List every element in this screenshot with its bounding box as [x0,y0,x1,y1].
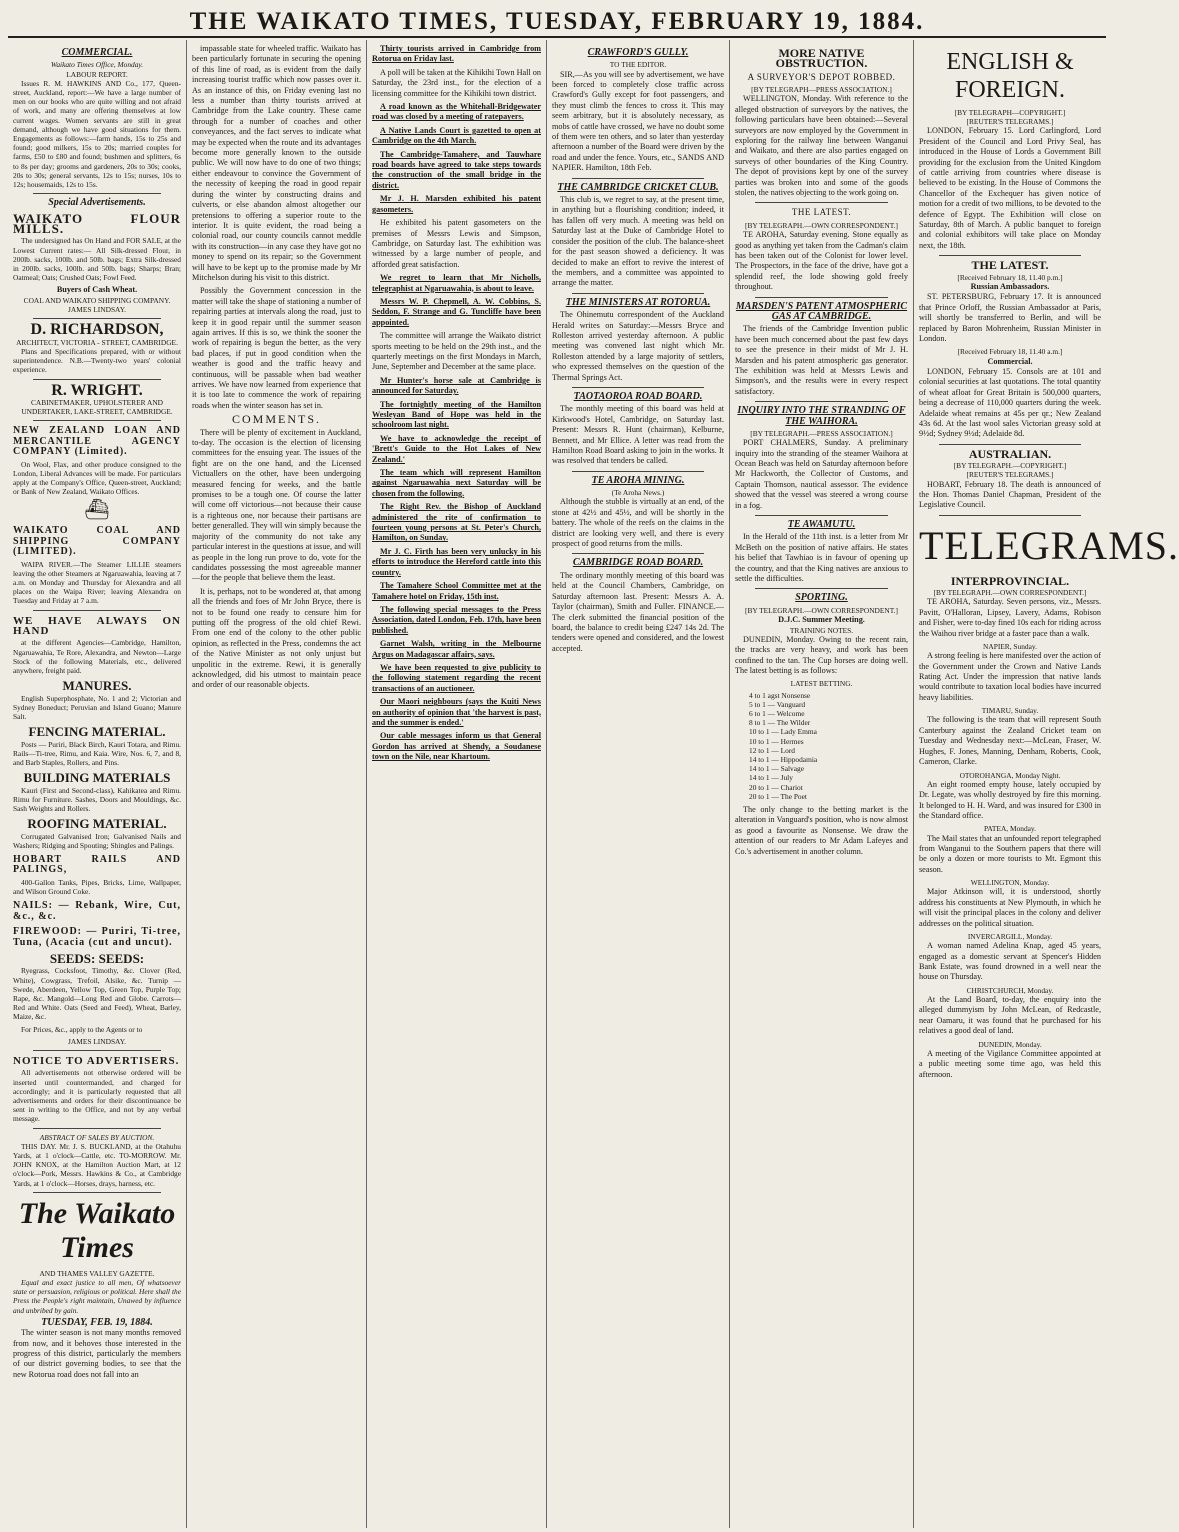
news-item-heading: We have been requested to give publicity to the following statement regarding the recent transactions of an auctioneer. [372,662,541,693]
firewood-heading: FIREWOOD: — Puriri, Ti-tree, Tuna, (Acacia (cut and uncut). [13,926,181,948]
news-item: A poll will be taken at the Kihikihi Town Hall on Saturday, the 23rd inst., for the election of a licensing committee for the Kihikihi town district. [372,67,541,98]
masthead [0,0,1114,40]
abstract-text: THIS DAY. Mr. J. S. BUCKLAND, at the Otahuhu Yards, at 1 o'clock—Cattle, etc. TO-MORROW. Mr. JOHN KNOX, at the Hamilton Auction Mart, at 12 o'clock—Pork, Messrs. Hawkins & Co., at Cambridge Yards, at 1 o'clock—Horses, drays, harness, etc. [13,1141,181,1188]
news-item-heading: A road known as the Whitehall-Bridgewater road was closed by a meeting of ratepayers. [372,102,541,122]
seeds-signature: JAMES LINDSAY. [68,1036,126,1046]
flour-mills-ad-text: The undersigned has On Hand and FOR SALE, at the Lowest Current rates:— All Silk-dressed Flour, in 200lb. sacks, 100lb. and 50lb. bags; Extra Silk-dressed in 200lb. sacks, 100lb. and 50lb. bags; Sharps; Bran; Oatmeal; Oats; Crushed Oats; Fowl Feed. [13,236,181,283]
sporting-telegraph: [BY TELEGRAPH.—OWN CORRESPONDENT.] [744,605,898,615]
news-item-heading: The Cambridge-Tamahere, and Tauwhare road boards have agreed to take steps towards the construction of the small bridge in the district. [372,149,541,190]
native-obstruction-text: WELLINGTON, Monday. With reference to the alleged obstruction of surveyors by the natives, the following particulars have been obtained:—Several surveyors are now employed by the Government in exploring for the railway line between Wanganui and Waikato, and there are also parties engaged on surveys of other boundaries of the King Country. The depot of provisions kept by one of the survey parties was broken into and some of the goods stolen, the natives objecting to the work going on. [735,94,908,198]
betting-line: 8 to 1 — The Wilder [749,718,811,728]
native-obstruction-subheading: A SURVEYOR'S DEPOT ROBBED. [747,71,896,82]
always-on-hand-heading: WE HAVE ALWAYS ON HAND [13,614,181,637]
abstract-heading: ABSTRACT OF SALES BY AUCTION. [39,1132,155,1142]
djc-text: DUNEDIN, Monday. Owing to the recent rain, the tracks are very heavy, and work has been confined to the tan. The Cup horses are doing well. The latest betting is as follows: [735,634,908,675]
news-item-heading: We have to acknowledge the receipt of 'Brett's Guide to the Hot Lakes of New Zealand.' [372,433,541,464]
native-obstruction-telegraph: [BY TELEGRAPH—PRESS ASSOCIATION.] [751,85,892,95]
wright-ad-heading: R. WRIGHT. [51,381,143,399]
russian-ambassadors-heading: Russian Ambassadors. [970,281,1050,291]
patea-dateline: PATEA, Monday. [983,824,1036,834]
manures-text: English Superphosphate, No. 1 and 2; Victorian and Sydney Boneduct; Peruvian and Island Guano; Manure Salt. [13,693,181,722]
fencing-text: Posts — Puriri, Black Birch, Kauri Totara, and Rimu. Rails—Ti-tree, Rimu, and Kaia. Wire, Nos. 6, 7, and 8, and Barb Staples, Rollers, and Pins. [13,739,181,768]
labour-report-heading: LABOUR REPORT. [66,69,128,79]
news-item-heading: Our Maori neighbours (says the Kuiti News on authority of opinion that 'the harvest is past, and the summer is ended.' [372,697,541,727]
latest-telegraph: [BY TELEGRAPH.—OWN CORRESPONDENT.] [744,220,898,230]
marsden-gas-heading: MARSDEN'S PATENT ATMOSPHERIC GAS AT CAMBRIDGE. [735,300,908,322]
hobart-text: 400-Gallon Tanks, Pipes, Bricks, Lime, Wallpaper, and Wilson Ground Coke. [13,877,181,897]
latest-text: TE AROHA, Saturday evening. Stone equally as good as anything yet taken from the Cadman's claim has been taken out of the Colonist for lower level. The Prospectors, in the face of the drive, have got a splendid reef, the lode showing gold freely throughout. [735,230,908,292]
news-item-heading: We regret to learn that Mr Nicholls, telegraphist at Ngaruawahia, is about to leave. [372,273,541,293]
te-aroha-mining-text: Although the stubble is virtually at an end, of the stone at 42½ and 45½, and will be shortly in the battery. The whole of the reefs on the claims in the district are looking very well, and there is every prospect of good returns from the mills. [552,497,724,549]
times-subtitle: AND THAMES VALLEY GAZETTE. [39,1268,155,1278]
divider [33,379,161,380]
reuters-label: [REUTER'S TELEGRAMS.] [966,117,1054,127]
steamer-icon: ⛴ [84,499,110,522]
invercargill-telegram: A woman named Adelina Knap, aged 45 years, engaged as a domestic servant at Spencer's Hidden Bank Estate, was found drowned in a well near the house on Thursday. [919,941,1101,982]
betting-line: 12 to 1 — Lord [749,745,795,755]
divider [755,401,888,402]
cricket-heading: THE CAMBRIDGE CRICKET CLUB. [557,181,719,193]
betting-line: 10 to 1 — Lady Emma [749,727,817,737]
waihora-inquiry-telegraph: [BY TELEGRAPH.—PRESS ASSOCIATION.] [750,429,893,438]
editorial-continued-2: Possibly the Government concession in the matter will take the shape of stationing a number of repairing parties at intervals along the road, just to keep it in good repair until the summer season again arrives. If this is so, we think the sooner the work of repairing is begun the better, as the very bad places, if put in good condition when the weather is good and the traffic heavy and continuous, will be passable when bad weather arrives. We have now learned from experience that it is too late to commence the work of repairing roads when the winter season has set in. [192,286,361,410]
ministers-text: The Ohinemutu correspondent of the Auckland Herald writes on Saturday:—Messrs Bryce and Rolleston arrived yesterday afternoon. A public meeting was convened last night which Mr. Rolleston attended by a large majority of settlers, who expressed themselves on the question of the Thermal Springs Act. [552,310,724,382]
marsden-gas-text: The friends of the Cambridge Invention public have been much concerned about the past few days to see the presence in their midst of Mr J. H. Marsden and his patent atmospheric gas generator. The exhibition was held at Messrs Lewis and Simpson's, and the results were in every respect satisfactory. [735,324,908,396]
christchurch-dateline: CHRISTCHURCH, Monday. [966,985,1054,995]
divider [33,193,161,194]
betting-list [749,691,908,801]
news-item-heading: The team which will represent Hamilton against Ngaruawahia next Saturday will be chosen from the following. [372,468,541,498]
comments-text-2: It is, perhaps, not to be wondered at, that among all the friends and foes of Mr John Bryce, there is not to be found one ready to censure him for putting off the progress of the old chief Rewi. From one end of the colony to the other public opinion, as reflected in the Press, condemns the act of the Native Minister as not only unjust but unpolitic in the extreme. Rewi, it is generally acknowledged, did his utmost to maintain peace and order of our reasonable objects. [192,586,361,690]
divider [755,202,888,203]
christchurch-telegram: At the Land Board, to-day, the enquiry into the alleged dummyism by John McLean, of Redcastle, near Oamaru, it was found that he purchased for his relatives a good deal of land. [919,995,1101,1036]
waihora-inquiry-text: PORT CHALMERS, Sunday. A preliminary inquiry into the stranding of the steamer Waihora at Ocean Beach was held on Saturday afternoon before Mr Hackworth, the Collector of Customs, and Captain Thomson, nautical assessor. The evidence showed that the vessel was steered a wrong course in a fog. [735,438,908,510]
shipping-ad-text: WAIPA RIVER.—The Steamer LILLIE steamers leaving the other Steamers at Ngaruawahia, leaving at 7 a.m. on Monday and Thursday for Alexandra and all places on the Waipa River; leaving Alexandra on Tuesday and Friday at 7 a.m. [13,559,181,606]
roofing-heading: ROOFING MATERIAL. [27,816,167,832]
betting-line: 6 to 1 — Welcome [749,708,805,718]
divider [755,515,888,516]
divider [939,515,1081,516]
interprovincial-telegraph: [BY TELEGRAPH.—OWN CORRESPONDENT.] [933,588,1087,598]
column-1 [8,40,186,1528]
comments-text: There will be plenty of excitement in Auckland, to-day. The occasion is the election of licensing committees for the ensuing year. The issues of the fight are on the one hand, and the Licensed Victuallers on the other, have been undergoing measured fencing for weeks, and the battle promises to be a tough one. Of course the latter will come off victorious—not because their cause is a righteous one, nor because their partisans are better generalled. They will win simply because the majority of the community do not take any particular interest in the questions at issue, and will as people in the long run prove to do, vote for the candidates possessing the most agreeable manner—for the people that believe them the least. [192,427,362,583]
djc-heading: D.J.C. Summer Meeting. [778,615,865,625]
building-text: Kauri (First and Second-class), Kahikatea and Rimu. Rimu for Furniture. Sashes, Doors and Mouldings, &c. Sash Weights and Rollers. [13,785,181,814]
latest-received: [Received February 18, 11.40 p.m.] [957,272,1063,282]
latest-heading: THE LATEST. [971,258,1049,273]
seeds-heading: SEEDS: SEEDS: [49,950,145,966]
english-foreign-text: LONDON, February 15. Lord Carlingford, Lord President of the Council and Lord Privy Seal, has introduced in the House of Lords a Government Bill providing for the exclusion from the United Kingdom of cattle arriving from countries where disease is believed to be existing. In the House of Commons the Chancellor of the Exchequer has given notice of motion for a credit of two millions, to be devoted to the defence of Egypt. The Exhibition will close on Saturday, 8th of March. A public banquet to foreign and colonial exhibitors will take place on Monday next, the 18th. [919,126,1101,250]
betting-line: 20 to 1 — The Poet [749,791,807,801]
divider [572,293,704,294]
timaru-telegram: The following is the team that will represent South Canterbury against the Zealand Cricket team on Tuesday and Wednesday next:—McLean, Fraser, W. Hughes, F. Jones, Manning, Denham, Roberts, Cook, Cameron, Clarke. [919,715,1101,767]
russian-ambassadors-text: ST. PETERSBURG, February 17. It is announced that Prince Orloff, the Russian Ambassador at Paris, will shortly be transferred to Berlin, and will be replaced by Baron Mohrenheim, Russian Minister in London. [919,292,1101,343]
divider [939,444,1081,445]
telegrams-heading: TELEGRAMS. [919,522,1179,568]
divider [33,1192,161,1193]
napier-dateline: NAPIER, Sunday. [983,642,1037,652]
richardson-ad-subheading: ARCHITECT, VICTORIA - STREET, CAMBRIDGE. [16,337,178,347]
news-item-heading: The fortnightly meeting of the Hamilton Wesleyan Band of Hope was held in the schoolroom last night. [372,399,541,430]
taotaoroa-heading: TAOTAOROA ROAD BOARD. [573,390,703,402]
notice-text: All advertisements not otherwise ordered will be inserted until countermanded, and charged for accordingly; and it is particularly requested that all advertisements and orders for their discontinuance be sent in writing to the Office, and not by any verbal message. [13,1068,181,1124]
divider [755,297,888,298]
always-on-hand-text: at the different Agencies—Cambridge, Hamilton, Ngaruawahia, Te Rore, Alexandra, and Newton—Large Stock of the following Materials, etc., delivered anywhere, freight paid. [13,638,181,676]
commercial-subheading: Waikato Times Office, Monday. [50,60,144,70]
wellington-telegram: Major Atkinson will, it is understood, shortly address his constituents at New Plymouth, in which he will visit the principal places in the colony and deliver addresses on the political situation. [919,887,1101,928]
column-6 [913,40,1179,1528]
news-item-heading: Thirty tourists arrived in Cambridge from Rotorua on Friday last. [372,44,541,64]
news-item: The committee will arrange the Waikato district sports meeting to be held on the 29th inst., and the quarterly meetings on the first Mondays in March, June, September and December at the same place. [372,331,541,372]
divider [33,1128,161,1129]
dunedin-telegram: A meeting of the Vigilance Committee appointed at a public meeting some time ago, was held this afternoon. [919,1048,1101,1079]
betting-line: 20 to 1 — Chariot [749,782,803,792]
taotaoroa-text: The monthly meeting of this board was held at Kirkwood's Hotel, Cambridge, on Saturday last. Present: Messrs R. Hunt (chairman), Kelburne, Bennett, and Mr Ellice. A letter was read from the Hamilton Road Board asking to join in the works. It was resolved that tenders be called. [552,404,724,466]
flour-mills-signature: COAL AND WAIKATO SHIPPING COMPANY. JAMES LINDSAY. [23,295,171,315]
betting-line: 14 to 1 — Salvage [749,764,805,774]
news-item-heading: Messrs W. P. Chepmell, A. W. Cobbins, S. Seddon, F. Strange and G. Tuncliffe have been appointed. [372,296,541,327]
news-item-heading: The Tamahere School Committee met at the Tamahere hotel on Friday, 15th inst. [372,581,541,601]
napier-telegram: A strong feeling is here manifested over the action of the Government under the Crown and Native Lands Rating Act. Under the impression that native lands would contribute to taxation local bodies have incurred heavy liabilities. [919,651,1101,702]
news-item-heading: A Native Lands Court is gazetted to open at Cambridge on the 4th March. [372,125,541,146]
notice-heading: NOTICE TO ADVERTISERS. [13,1054,180,1067]
news-item-heading: Garnet Walsh, writing in the Melbourne Argus on Madagascar affairs, says. [372,639,541,659]
nz-loan-ad-heading: NEW ZEALAND LOAN AND MERCANTILE AGENCY COMPANY (Limited). [13,425,181,458]
building-heading: BUILDING MATERIALS [23,770,171,786]
column-3 [366,40,546,1528]
news-item-heading: Mr Hunter's horse sale at Cambridge is announced for Saturday. [372,375,541,396]
betting-tail-text: The only change to the betting market is the alteration in Vanguard's position, who is now almost as good a favourite as Nonsense. We draw the attention of our readers to Mr Adam Lafeyes and Co.'s advertisement in another column. [735,804,908,856]
betting-line: 4 to 1 agst Nonsense [749,690,811,700]
manures-heading: MANURES. [62,678,132,694]
seeds-apply: For Prices, &c., apply to the Agents or to [21,1024,143,1034]
divider [33,420,161,421]
commercial-received: [Received February 18, 11.40 a.m.] [957,347,1063,357]
cricket-text: This club is, we regret to say, at the present time, in anything but a flourishing condition; indeed, it has fallen off very much. A meeting was held on Saturday last at the Duke of Cambridge Hotel to consider the position of the club. The balance-sheet for the past season showed a deficiency. It was decided to make an effort to revive the interest of the members, and a committee was appointed to arrange the matter. [552,195,724,288]
wellington-dateline: WELLINGTON, Monday. [970,878,1050,888]
newspaper-title: THE WAIKATO TIMES, TUESDAY, FEBRUARY 19, 1884. [189,8,925,35]
column-2 [186,40,366,1528]
richardson-ad-text: Plans and Specifications prepared, with or without superintendence. N.B.—Twenty-two years' colonial experience. [13,346,181,375]
te-aroha-mining-source: (Te Aroha News.) [611,488,665,498]
betting-heading: LATEST BETTING. [790,679,853,689]
otorohanga-dateline: OTOROHANGA, Monday Night. [959,770,1061,780]
editorial-text: The winter season is not many months removed from now, and it behoves those interested in the progress of this district, particularly the members of our district governing bodies, to see that the new Rotorua road does not fall into an [13,1328,181,1379]
road-board-heading: CAMBRIDGE ROAD BOARD. [572,557,704,569]
english-foreign-heading: ENGLISH & FOREIGN. [946,49,1074,103]
editorial-dateline: TUESDAY, FEB. 19, 1884. [41,1316,153,1328]
divider [939,255,1081,256]
australian-telegraph: [BY TELEGRAPH.—COPYRIGHT.] [953,461,1067,471]
column-5 [729,40,913,1528]
flour-mills-ad-heading: WAIKATO FLOUR MILLS. [13,210,181,237]
timaru-dateline: TIMARU, Sunday. [981,706,1039,716]
ministers-heading: THE MINISTERS AT ROTORUA. [565,296,711,308]
roofing-text: Corrugated Galvanised Iron; Galvanised Nails and Washers; Ridging and Spouting; Shingles and Palings. [13,831,181,850]
betting-line: 14 to 1 — July [749,773,793,783]
betting-line: 5 to 1 — Vanguard [749,699,806,709]
waihora-inquiry-heading: INQUIRY INTO THE STRANDING OF THE WAIHORA. [737,405,906,427]
australian-reuters: [REUTER'S TELEGRAMS.] [966,470,1054,480]
divider [755,588,888,589]
news-item-heading: Our cable messages inform us that General Gordon has arrived at Shendy, a Soudanese town on the Nile, near Khartoum. [372,731,541,762]
sporting-heading: SPORTING. [795,592,848,604]
news-item-heading: Mr J. H. Marsden exhibited his patent gasometers. [372,194,541,214]
editorial-continued: impassable state for wheeled traffic. Waikato has been particularly fortunate in securing the opening of this line of road, as is evident from the daily increasing tourist traffic which now passes over it. As an instance of this, on Friday evening last no less a number than thirty tourists arrived at Cambridge from the Lake country. These came through for a number of coaches and other conveyances, and the fact serves to indicate what may be expected when the route and its advantages become more generally known to the outside public. We will now have to do one of two things; either endeavour to convince the Government of the necessity of keeping the road in good repair during the winter by constructing drains and culverts, or else abandon almost altogether our pretensions to offering a superior route to the interior. It is quite evident, the road being a colonial road, our county councils cannot meddle with its construction—in any case they have got no money to spend on its repair; so the Government will have to be kept up to the promise made by Mr Mitchelson during his visit to this district. [192,44,361,282]
commercial-heading: COMMERCIAL. [61,47,133,58]
patea-telegram: The Mail states that an unfounded report telegraphed from Wanganui to the Southern papers that there will be only a dozen or more tourists to Mt. Egmont this season. [919,833,1101,874]
commercial-article: Issues R. M. HAWKINS AND Co., 177, Queen-street, Auckland, report:—We have a large number of men on our books who are quite willing and not afraid of work, and many are offering themselves at low current wages. Women servants are still in great demand, although we have good situations for them. Engagements as follows:—farm hands, 15s to 25s and found; good milkers, 15s to 20s; married couples for farms, £50 to £80 and found; bushmen and splitters, 6s to 8s per day; grooms and gardeners, 20s to 30s; cooks, 20s to 30s; general servants, 12s to 15s; nurses, 10s to 12s; housemaids, 12s to 15s. [13,78,181,190]
australian-text: HOBART, February 18. The death is announced of the Hon. Thomas Daniel Chapman, President of the Legislative Council. [919,479,1101,510]
commercial-cable-heading: Commercial. [987,356,1033,366]
latest-heading: THE LATEST. [791,207,852,218]
commercial-cable-text: LONDON, February 15. Consols are at 101 and colonial securities at last quotations. The total quantity of wheat afloat for Great Britain is 500,000 quarters, being a decrease of 110,000 quarters during the week. Adelaide wheat remains at 45s per qr.; New Zealand 43s 6d. At the last wool sales Victorian greasy sold at 9½d; Sydney 9½d; Adelaide 8d. [919,366,1101,439]
road-board-text: The ordinary monthly meeting of this board was held at the Council Chambers, Cambridge, on Saturday afternoon last. Present: Messrs A. A. Taylor (chairman), Smith and Fuller. FINANCE.—The clerk submitted the financial position of the board, the balance to credit being £247 14s 2d. The tenders were opened and considered, and the lowest accepted. [552,570,724,653]
nails-heading: NAILS: — Rebank, Wire, Cut, &c., &c. [13,900,181,922]
fencing-heading: FENCING MATERIAL. [28,724,166,740]
column-4 [546,40,729,1528]
english-foreign-telegraph: [BY TELEGRAPH—COPYRIGHT.] [954,108,1066,117]
interprovincial-heading: INTERPROVINCIAL. [950,573,1070,588]
news-item-heading: The following special messages to the Press Association, dated London, Feb. 17th, have been published. [372,604,541,635]
djc-subheading: TRAINING NOTES. [789,625,854,635]
news-item-heading: Mr J. C. Firth has been very unlucky in his efforts to introduce the Hereford cattle into this country. [372,546,541,577]
dunedin-dateline: DUNEDIN, Monday. [978,1039,1042,1049]
divider [33,1050,161,1051]
times-nameplate: The Waikato Times [18,1196,176,1264]
crawford-text: SIR,—As you will see by advertisement, we have been forced to completely close traffic across Crawford's Gully except for foot passengers, and they must climb the fences to cross it. This may seem arbitrary, but it is absolutely necessary, as mobs of cattle have crossed, we have no doubt some of them were ten others, and so later than yesterday afternoon a number of the Board were driven by the road and under the fence. Yours, etc., SANDS AND NAPIER. Hamilton, 18th Feb. [552,69,724,173]
nz-loan-ad-text: On Wool, Flax, and other produce consigned to the London, Liberal Advances will be made. For particulars apply at the Company's Office, Queen-street, Auckland; or Bank of New Zealand, Waikato Offices. [13,459,181,497]
divider [572,471,704,472]
divider [572,553,704,554]
native-obstruction-heading: MORE NATIVE OBSTRUCTION. [775,46,868,71]
divider [572,387,704,388]
te-aroha-telegram: TE AROHA, Saturday. Seven persons, viz., Messrs. Pavitt, O'Halloran, Lipsey, Lavery, Adams, Robison and Fisher, were to-day fined 10s each for riding across the Waihou river bridge at a faster pace than a walk. [919,597,1102,638]
comments-heading: COMMENTS. [231,412,321,427]
crawford-heading: CRAWFORD'S GULLY. [587,47,689,58]
betting-line: 14 to 1 — Hippodamia [749,754,818,764]
te-awamutu-text: In the Herald of the 11th inst. is a letter from Mr McBeth on the position of native affairs. He states his belief that Tawhiao is in favour of opening up the country, and that the King natives are anxious to settle the difficulties. [735,532,908,584]
hobart-heading: HOBART RAILS AND PALINGS, [13,854,181,876]
divider [572,178,704,179]
special-ads-heading: Special Advertisements. [48,197,146,209]
seeds-text: Ryegrass, Cocksfoot, Timothy, &c. Clover (Red, White), Cowgrass, Trefoil, Alsike, &c. Turnip — Swede, Aberdeen, Yellow Top, Green Top, Purple Top; Rape, &c. Mangold—Long Red and Globe. Carrots—Red and White. Oats (Seed and Feed), Wheat, Barley, Maize, &c. [13,966,181,1022]
news-item-heading: The Right Rev. the Bishop of Auckland administered the rite of confirmation to fourteen young persons at St. Peter's Church, Hamilton, on Sunday. [372,502,541,543]
te-awamutu-heading: TE AWAMUTU. [787,519,856,531]
masthead-rule [8,36,1106,38]
richardson-ad-heading: D. RICHARDSON, [30,321,164,339]
divider [33,610,161,611]
otorohanga-telegram: An eight roomed empty house, lately occupied by Dr. Legate, was wholly destroyed by fire this morning. It belonged to H. H. Ward, and was insured for £300 in the Standard office. [919,779,1101,820]
shipping-ad-heading: WAIKATO COAL AND SHIPPING COMPANY (LIMITED). [13,525,181,558]
flour-mills-buyers: Buyers of Cash Wheat. [56,285,138,295]
invercargill-dateline: INVERCARGILL, Monday. [967,932,1053,941]
wright-ad-subheading: CABINETMAKER, UPHOLSTERER AND UNDERTAKER, LAKE-STREET, CAMBRIDGE. [21,397,173,417]
australian-heading: AUSTRALIAN. [968,446,1052,461]
divider [33,318,161,319]
times-motto: Equal and exact justice to all men, Of whatsoever state or persuasion, religious or political. Here shall the Press the People's right maintain, Unawed by influence and unbribed by gain. [13,1278,181,1315]
te-aroha-mining-heading: TE AROHA MINING. [591,474,685,486]
crawford-subheading: TO THE EDITOR. [609,60,667,70]
news-item: He exhibited his patent gasometers on the premises of Messrs Lewis and Simpson, Cambridge, on Saturday last. The exhibition was witnessed by a large number of people, and afforded great satisfaction. [372,218,541,269]
betting-line: 10 to 1 — Hermes [749,736,804,746]
